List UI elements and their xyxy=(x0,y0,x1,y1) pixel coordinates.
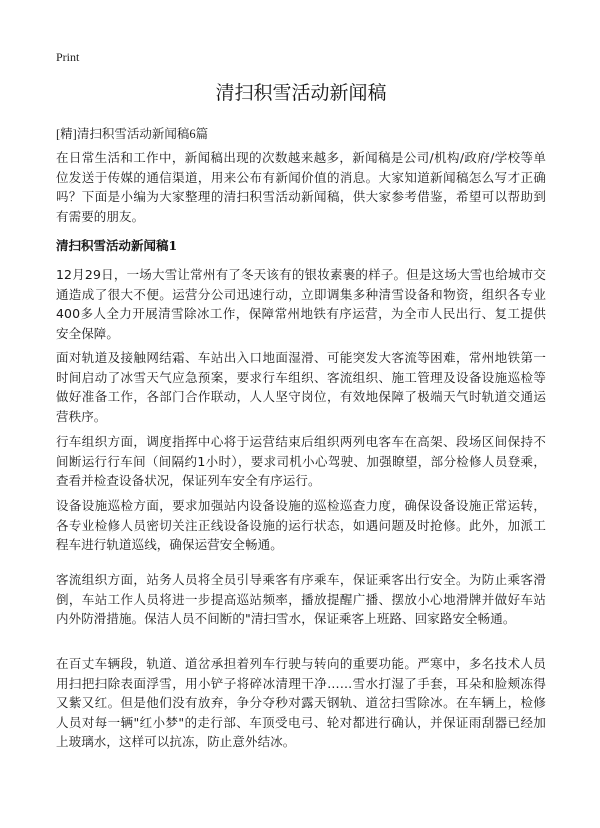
paragraph: 设备设施巡检方面，要求加强站内设备设施的巡检巡查力度，确保设备设施正常运转，各专业检修人员密切关注正线设备设施的运行状态，如遇问题及时抢修。此外，加派工程车进行轨道巡线，确保运营安全畅通。 xyxy=(56,498,546,552)
paragraph: 行车组织方面，调度指挥中心将于运营结束后组织两列电客车在高架、段场区间保持不间断运行行车间（间隔约1小时），要求司机小心驾驶、加强瞭望，部分检修人员登乘，查看并检查设备状况，保证列车安全有序运行。 xyxy=(56,434,546,488)
print-label[interactable]: Print xyxy=(56,50,80,64)
paragraph: 12月29日，一场大雪让常州有了冬天该有的银妆素裹的样子。但是这场大雪也给城市交通造成了很大不便。运营分公司迅速行动，立即调集多种清雪设备和物资，组织各专业400多人全力开展清雪除冰工作，保障常州地铁有序运营，为全市人民出行、复工提供安全保障。 xyxy=(56,267,546,341)
paragraph: 在百丈车辆段，轨道、道岔承担着列车行驶与转向的重要功能。严寒中，多名技术人员用扫把扫除表面浮雪，用小铲子将碎冰清理干净……雪水打湿了手套，耳朵和脸颊冻得又紫又红。但是他们没有放弃，争分夺秒对露天钢轨、道岔扫雪除冰。在车辆上，检修人员对每一辆"红小梦"的走行部、车顶受电弓、轮对都进行确认，并保证雨刮器已经加上玻璃水，这样可以抗冻，防止意外结冰。 xyxy=(56,656,546,749)
section-heading: 清扫积雪活动新闻稿1 xyxy=(56,238,178,253)
intro-paragraph: 在日常生活和工作中，新闻稿出现的次数越来越多，新闻稿是公司/机构/政府/学校等单位发送于传媒的通信渠道，用来公布有新闻价值的消息。大家知道新闻稿怎么写才正确吗？下面是小编为大家整理的清扫积雪活动新闻稿，供大家参考借鉴，希望可以帮助到有需要的朋友。 xyxy=(56,150,546,224)
paragraph: 客流组织方面，站务人员将全员引导乘客有序乘车，保证乘客出行安全。为防止乘客滑倒，车站工作人员将进一步提高巡站频率，播放提醒广播、摆放小心地滑牌并做好车站内外防滑措施。保洁人员不间断的"清扫雪水，保证乘客上班路、回家路安全畅通。 xyxy=(56,572,546,626)
paragraph: 面对轨道及接触网结霜、车站出入口地面湿滑、可能突发大客流等困难，常州地铁第一时间启动了冰雪天气应急预案，要求行车组织、客流组织、施工管理及设备设施巡检等做好准备工作，各部门合作联动，人人坚守岗位，有效地保障了极端天气时轨道交通运营秩序。 xyxy=(56,350,546,424)
document-subtitle: [精]清扫积雪活动新闻稿6篇 xyxy=(56,127,209,141)
document-title: 清扫积雪活动新闻稿 xyxy=(215,82,387,104)
